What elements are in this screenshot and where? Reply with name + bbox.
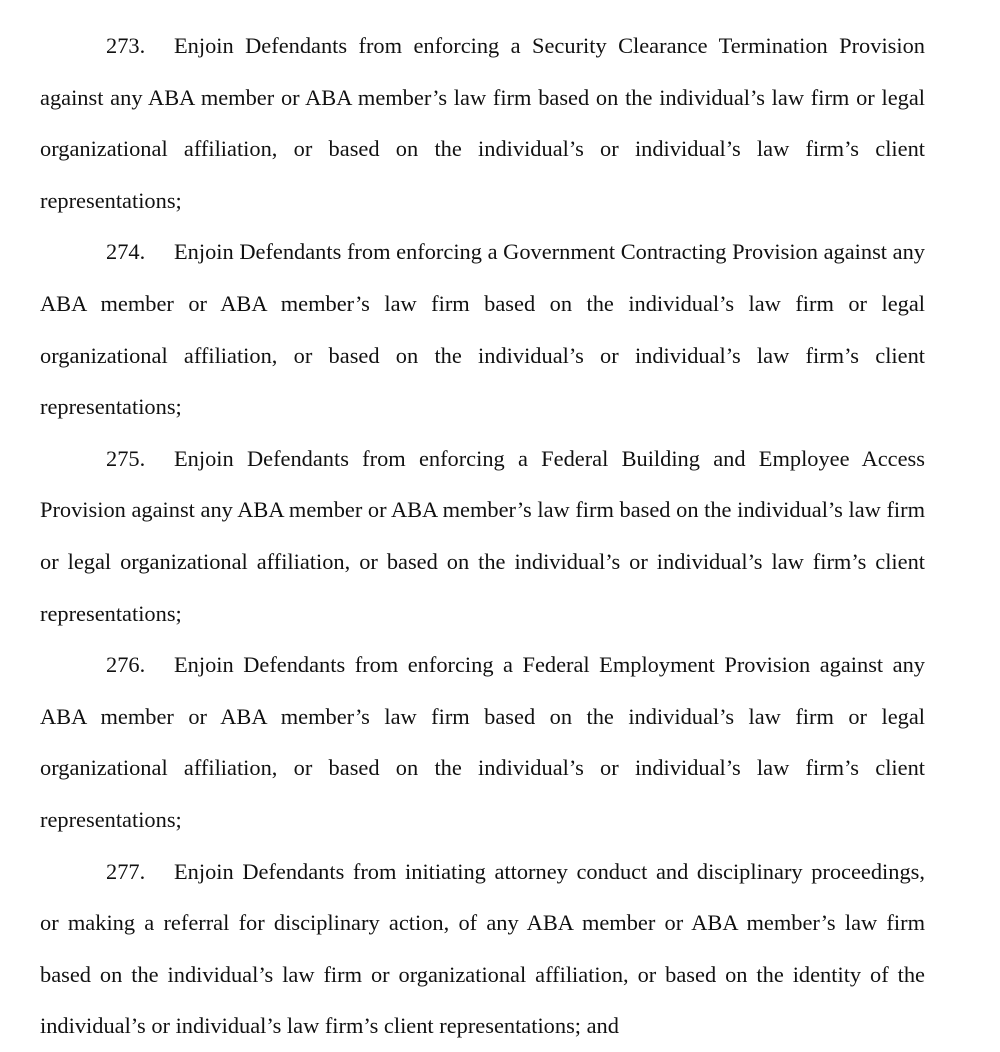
- document-page: [40, 20, 925, 1052]
- paragraph-text: Enjoin Defendants from enforcing a Federal Building and Employee Access Provision against any ABA member or ABA member’s law firm based on the individual’s law firm or legal organizational affiliation, or based on the individual’s or individual’s law firm’s client representations;: [40, 445, 925, 626]
- paragraph-text: Enjoin Defendants from enforcing a Government Contracting Provision against any ABA member or ABA member’s law firm based on the individual’s law firm or legal organizational affiliation, or based on the individual’s or individual’s law firm’s client representations;: [40, 239, 925, 420]
- paragraph-number: 276.: [106, 652, 146, 678]
- paragraph-text: Enjoin Defendants from enforcing a Security Clearance Termination Provision against any ABA member or ABA member’s law firm based on the individual’s law firm or legal organizational affiliation, or based on the individual’s or individual’s law firm’s client representations;: [40, 33, 925, 213]
- paragraph-275: [40, 433, 925, 639]
- paragraph-number: 277.: [106, 858, 146, 884]
- paragraph-273: [40, 20, 925, 226]
- paragraph-text: Enjoin Defendants from enforcing a Federal Employment Provision against any ABA member or ABA member’s law firm based on the individual’s law firm or legal organizational affiliation, or based on the individual’s or individual’s law firm’s client representations;: [40, 652, 925, 832]
- paragraph-277: [40, 846, 925, 1052]
- paragraph-text: Enjoin Defendants from initiating attorney conduct and disciplinary proceedings, or making a referral for disciplinary action, of any ABA member or ABA member’s law firm based on the individual’s law firm or organizational affiliation, or based on the identity of the individual’s or individual’s law firm’s client representations; and: [40, 858, 925, 1039]
- paragraph-number: 275.: [106, 445, 146, 471]
- paragraph-276: [40, 639, 925, 845]
- paragraph-number: 273.: [106, 33, 146, 58]
- paragraph-274: [40, 226, 925, 432]
- paragraph-number: 274.: [106, 239, 146, 265]
